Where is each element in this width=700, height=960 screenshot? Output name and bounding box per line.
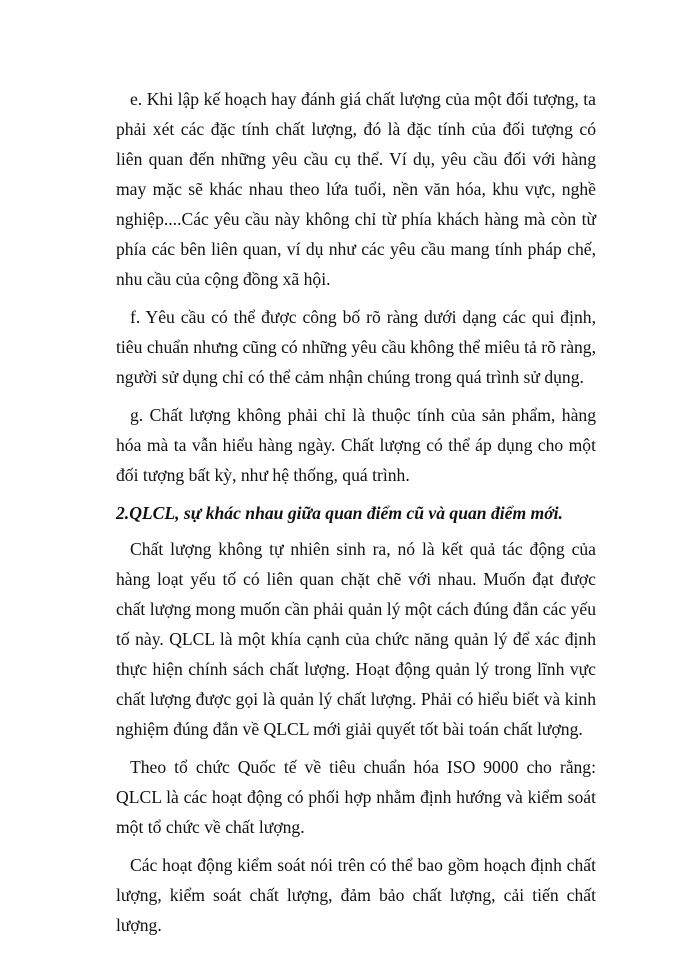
paragraph-control-activities: Các hoạt động kiểm soát nói trên có thể bao gồm hoạch định chất lượng, kiểm soát chất lượng, đảm bảo chất lượng, cải tiến chất lượng. [116, 855, 596, 935]
paragraph-f: f. Yêu cầu có thể được công bố rõ ràng dưới dạng các qui định, tiêu chuẩn nhưng cũng có những yêu cầu không thể miêu tả rõ ràng, người sử dụng chỉ có thể cảm nhận chúng trong quá trình sử dụng. [116, 307, 596, 387]
section-heading: 2.QLCL, sự khác nhau giữa quan điểm cũ và quan điểm mới. [116, 503, 563, 523]
document-page [116, 84, 596, 948]
paragraph-e: e. Khi lập kế hoạch hay đánh giá chất lượng của một đối tượng, ta phải xét các đặc tính chất lượng, đó là đặc tính của đối tượng có liên quan đến những yêu cầu cụ thể. Ví dụ, yêu cầu đối với hàng may mặc sẽ khác nhau theo lứa tuổi, nền văn hóa, khu vực, nghề nghiệp....Các yêu cầu này không chỉ từ phía khách hàng mà còn từ phía các bên liên quan, ví dụ như các yêu cầu mang tính pháp chế, nhu cầu của cộng đồng xã hội. [116, 89, 596, 289]
paragraph-g: g. Chất lượng không phải chỉ là thuộc tính của sản phẩm, hàng hóa mà ta vẫn hiểu hàng ngày. Chất lượng có thể áp dụng cho một đối tượng bất kỳ, như hệ thống, quá trình. [116, 405, 596, 485]
paragraph-iso-9000: Theo tổ chức Quốc tế về tiêu chuẩn hóa ISO 9000 cho rằng: QLCL là các hoạt động có phối hợp nhằm định hướng và kiểm soát một tổ chức về chất lượng. [116, 757, 596, 837]
paragraph-qlcl-definition: Chất lượng không tự nhiên sinh ra, nó là kết quả tác động của hàng loạt yếu tố có liên quan chặt chẽ với nhau. Muốn đạt được chất lượng mong muốn cần phải quản lý một cách đúng đắn các yếu tố này. QLCL là một khía cạnh của chức năng quản lý để xác định thực hiện chính sách chất lượng. Hoạt động quản lý trong lĩnh vực chất lượng được gọi là quản lý chất lượng. Phải có hiểu biết và kinh nghiệm đúng đắn về QLCL mới giải quyết tốt bài toán chất lượng. [116, 539, 596, 739]
